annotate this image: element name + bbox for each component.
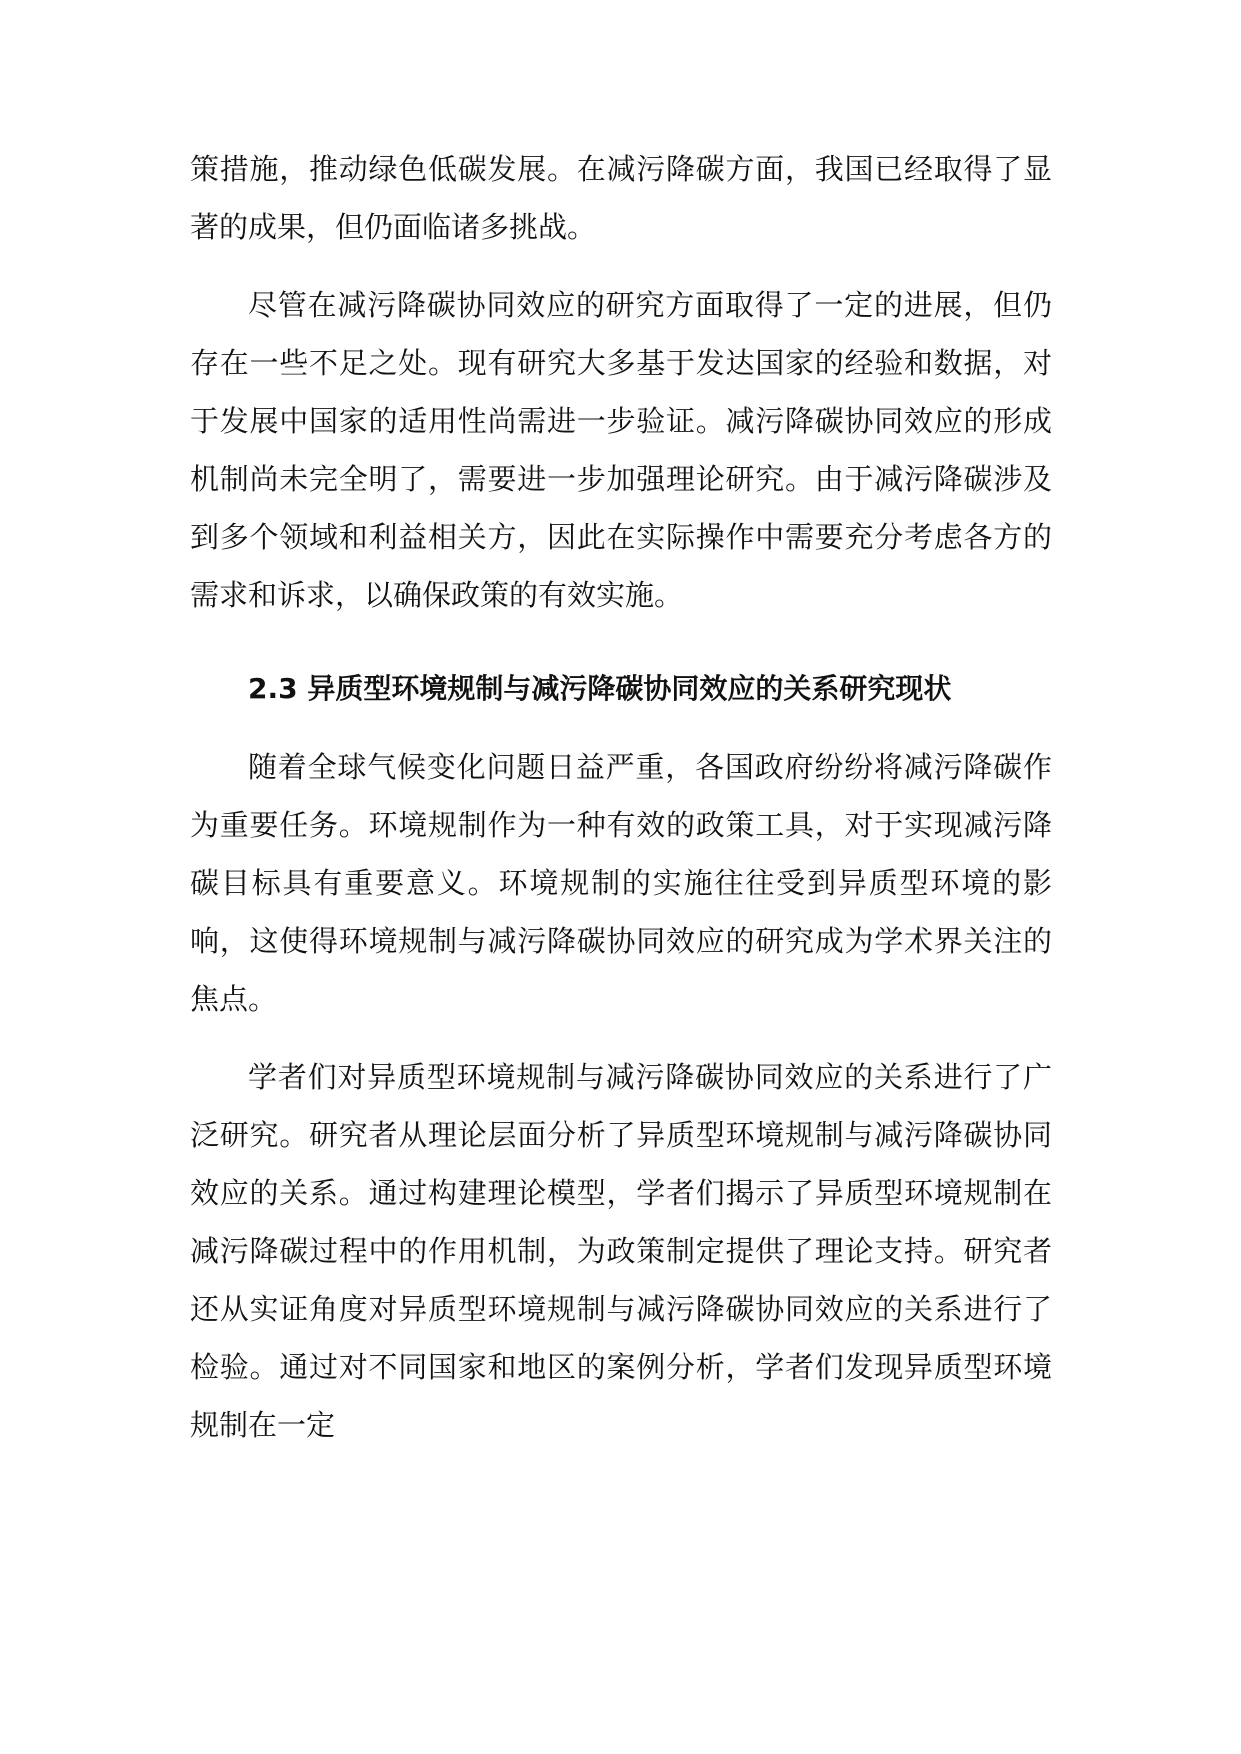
section-heading: 2.3 异质型环境规制与减污降碳协同效应的关系研究现状	[248, 672, 952, 705]
paragraph-continuation: 策措施，推动绿色低碳发展。在减污降碳方面，我国已经取得了显著的成果，但仍面临诸多挑战。	[190, 152, 1052, 244]
paragraph-research-gaps: 尽管在减污降碳协同效应的研究方面取得了一定的进展，但仍存在一些不足之处。现有研究大多基于发达国家的经验和数据，对于发展中国家的适用性尚需进一步验证。减污降碳协同效应的形成机制尚未完全明了，需要进一步加强理论研究。由于减污降碳涉及到多个领域和利益相关方，因此在实际操作中需要充分考虑各方的需求和诉求，以确保政策的有效实施。	[190, 288, 1052, 612]
paragraph-scholars-research: 学者们对异质型环境规制与减污降碳协同效应的关系进行了广泛研究。研究者从理论层面分析了异质型环境规制与减污降碳协同效应的关系。通过构建理论模型，学者们揭示了异质型环境规制在减污降碳过程中的作用机制，为政策制定提供了理论支持。研究者还从实证角度对异质型环境规制与减污降碳协同效应的关系进行了检验。通过对不同国家和地区的案例分析，学者们发现异质型环境规制在一定	[190, 1060, 1052, 1442]
document-body	[190, 140, 1052, 1474]
paragraph-global-climate: 随着全球气候变化问题日益严重，各国政府纷纷将减污降碳作为重要任务。环境规制作为一种有效的政策工具，对于实现减污降碳目标具有重要意义。环境规制的实施往往受到异质型环境的影响，这使得环境规制与减污降碳协同效应的研究成为学术界关注的焦点。	[190, 750, 1052, 1016]
